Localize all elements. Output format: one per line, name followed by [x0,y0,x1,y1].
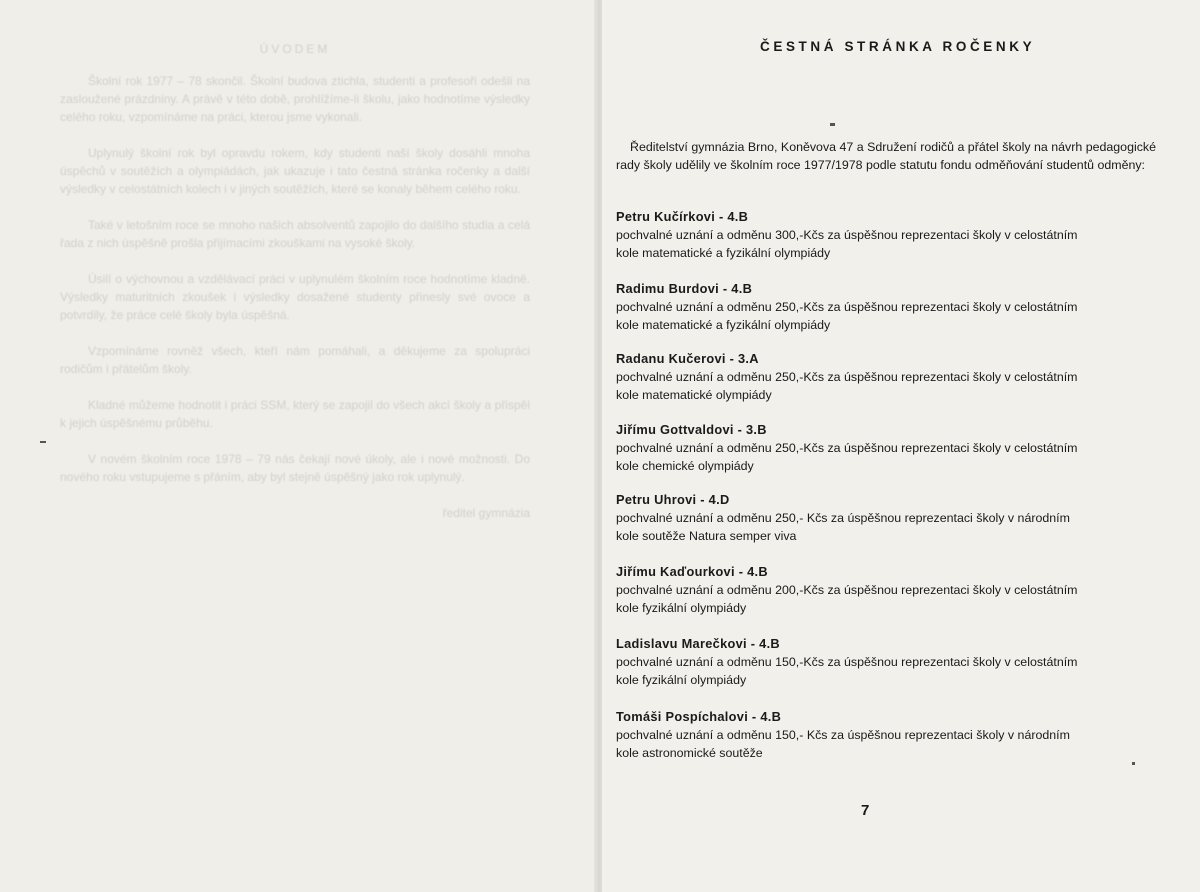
page-number: 7 [861,802,870,819]
page-title: ČESTNÁ STRÁNKA ROČENKY [760,39,1036,54]
award-entry [616,421,1156,475]
award-description: pochvalné uznání a odměnu 300,-Kčs za úspěšnou reprezentaci školy v celostátním kole matematické a fyzikální olympiády [616,228,1078,260]
award-entry [616,280,1156,334]
left-page [0,0,598,892]
award-recipient: Petru Uhrovi - 4.D [616,492,730,507]
page-mark [40,441,46,443]
award-recipient: Radimu Burdovi - 4.B [616,281,753,296]
right-page [602,0,1200,892]
award-description: pochvalné uznání a odměnu 250,- Kčs za úspěšnou reprezentaci školy v národním kole soutěže Natura semper viva [616,511,1070,543]
award-recipient: Radanu Kučerovi - 3.A [616,351,759,366]
award-entry [616,563,1156,617]
award-recipient: Jiřímu Kaďourkovi - 4.B [616,564,768,579]
award-entry [616,208,1156,262]
page-mark [830,123,835,126]
award-recipient: Petru Kučírkovi - 4.B [616,209,749,224]
intro-paragraph: Ředitelství gymnázia Brno, Koněvova 47 a Sdružení rodičů a přátel školy na návrh pedagogické rady školy udělily ve školním roce 1977/1978 podle statutu fondu odměňování studentů odměny: [616,140,1156,172]
award-description: pochvalné uznání a odměnu 150,-Kčs za úspěšnou reprezentaci školy v celostátním kole fyzikální olympiády [616,655,1078,687]
award-description: pochvalné uznání a odměnu 200,-Kčs za úspěšnou reprezentaci školy v celostátním kole fyzikální olympiády [616,583,1078,615]
award-description: pochvalné uznání a odměnu 250,-Kčs za úspěšnou reprezentaci školy v celostátním kole matematické a fyzikální olympiády [616,300,1078,332]
award-description: pochvalné uznání a odměnu 250,-Kčs za úspěšnou reprezentaci školy v celostátním kole chemické olympiády [616,441,1078,473]
award-description: pochvalné uznání a odměnu 150,- Kčs za úspěšnou reprezentaci školy v národním kole astronomické soutěže [616,728,1070,760]
award-entry [616,635,1156,689]
bleed-through-text: ÚVODEM Školní rok 1977 – 78 skončil. Školní budova ztichla, studenti a profesoři odešli na zasloužené prázdniny. A právě v této době, prohlížíme-li školu, jako hodnotíme výsledky celého roku, vzpomínáme na práci, kterou jsme vykonali. Uplynulý školní rok byl opravdu rokem, kdy studenti naší školy dosáhli mnoha úspěchů v soutěžích a olympiádách, jak ukazuje i tato čestná stránka ročenky a další výsledky v celostátních kolech i v jiných soutěžích, které se konaly během celého roku. Také v letošním roce se mnoho našich absolventů zapojilo do dalšího studia a celá řada z nich úspěšně prošla přijímacími zkouškami na vysoké školy. Úsilí o výchovnou a vzdělávací práci v uplynulém školním roce hodnotíme kladně. Výsledky maturitních zkoušek i výsledky dosažené studenty přinesly své ovoce a potvrdily, že práce celé školy byla úspěšná. Vzpomínáme rovněž všech, kteří nám pomáhali, a děkujeme za spolupráci rodičům i přátelům školy. Kladné můžeme hodnotit i práci SSM, který se zapojil do všech akcí školy a přispěl k jejich úspěšnému průběhu. V novém školním roce 1978 – 79 nás čekají nové úkoly, ale i nové možnosti. Do nového roku vstupujeme s přáním, aby byl stejně úspěšný jako rok uplynulý. ředitel gymnázia [60,42,530,520]
award-entry [616,350,1156,404]
page-mark [1132,762,1135,765]
award-recipient: Ladislavu Marečkovi - 4.B [616,636,780,651]
award-recipient: Jiřímu Gottvaldovi - 3.B [616,422,767,437]
award-entry [616,708,1156,762]
award-entry [616,491,1156,545]
award-recipient: Tomáši Pospíchalovi - 4.B [616,709,782,724]
award-description: pochvalné uznání a odměnu 250,-Kčs za úspěšnou reprezentaci školy v celostátním kole matematické olympiády [616,370,1078,402]
